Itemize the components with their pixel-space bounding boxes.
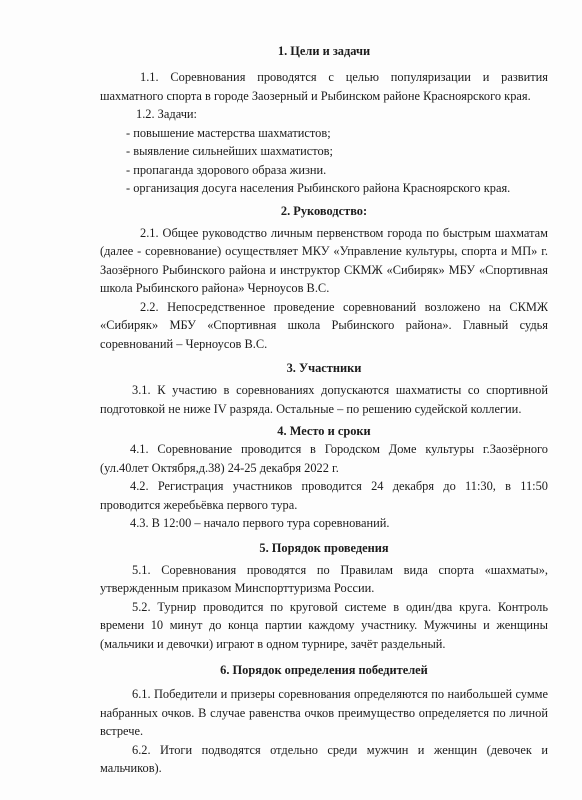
task-item: - организация досуга населения Рыбинского района Красноярского края. (126, 181, 511, 195)
section-title-winners: 6. Порядок определения победителей (220, 663, 428, 677)
paragraph-6-2: 6.2. Итоги подводятся отдельно среди мужчин и женщин (девочек и мальчиков). (100, 742, 548, 775)
paragraph-4-2: 4.2. Регистрация участников проводится 24 декабря до 11:30, в 11:50 проводится жеребьёвка первого тура. (100, 479, 548, 512)
paragraph-3-1: 3.1. К участию в соревнованиях допускаются шахматисты со спортивной подготовкой не ниже IV разряда. Остальные – по решению судейской коллегии. (100, 383, 548, 416)
paragraph-5-1: 5.1. Соревнования проводятся по Правилам вида спорта «шахматы», утвержденным приказом Минспорттуризма России. (100, 562, 548, 595)
paragraph-6-1: 6.1. Победители и призеры соревнования определяются по наибольшей сумме набранных очков. В случае равенства очков преимущество определяется по личной встрече. (100, 687, 548, 738)
paragraph-2-1: 2.1. Общее руководство личным первенством города по быстрым шахматам (далее - соревнование) осуществляет МКУ «Управление культуры, спорта и МП» г. Заозёрного Рыбинского района и инструктор СКМЖ «Сибиряк» МБУ «Спортивная школа Рыбинского района» Черноусов В.С. (100, 225, 548, 295)
paragraph-2-2: 2.2. Непосредственное проведение соревнований возложено на СКМЖ «Сибиряк» МБУ «Спортивная школа Рыбинского района». Главный судья соревнований – Черноусов В.С. (100, 299, 548, 351)
task-item: - повышение мастерства шахматистов; (126, 125, 331, 140)
document-body (100, 40, 548, 778)
task-item: - выявление сильнейших шахматистов; (126, 144, 333, 158)
section-title-goals: 1. Цели и задачи (277, 44, 371, 58)
paragraph-1-1: 1.1. Соревнования проводятся с целью популяризации и развития шахматного спорта в городе Заозерный и Рыбинском районе Красноярского края. (100, 70, 548, 103)
paragraph-4-1: 4.1. Соревнование проводится в Городском Доме культуры г.Заозёрного (ул.40лет Октября,д.38) 24-25 декабря 2022 г. (100, 442, 548, 475)
section-title-place-dates: 4. Место и сроки (277, 424, 371, 438)
paragraph-5-2: 5.2. Турнир проводится по круговой системе в один/два круга. Контроль времени 10 минут до конца партии каждому участнику. Мужчины и женщины (мальчики и девочки) играют в одном турнире, зачёт раздельный. (100, 599, 548, 651)
section-title-participants: 3. Участники (286, 361, 362, 375)
section-title-management: 2. Руководство: (280, 203, 368, 218)
section-title-procedure: 5. Порядок проведения (259, 540, 389, 555)
task-item: - пропаганда здорового образа жизни. (126, 162, 327, 177)
paragraph-1-2: 1.2. Задачи: (136, 107, 198, 121)
paragraph-4-3: 4.3. В 12:00 – начало первого тура соревнований. (130, 516, 390, 530)
